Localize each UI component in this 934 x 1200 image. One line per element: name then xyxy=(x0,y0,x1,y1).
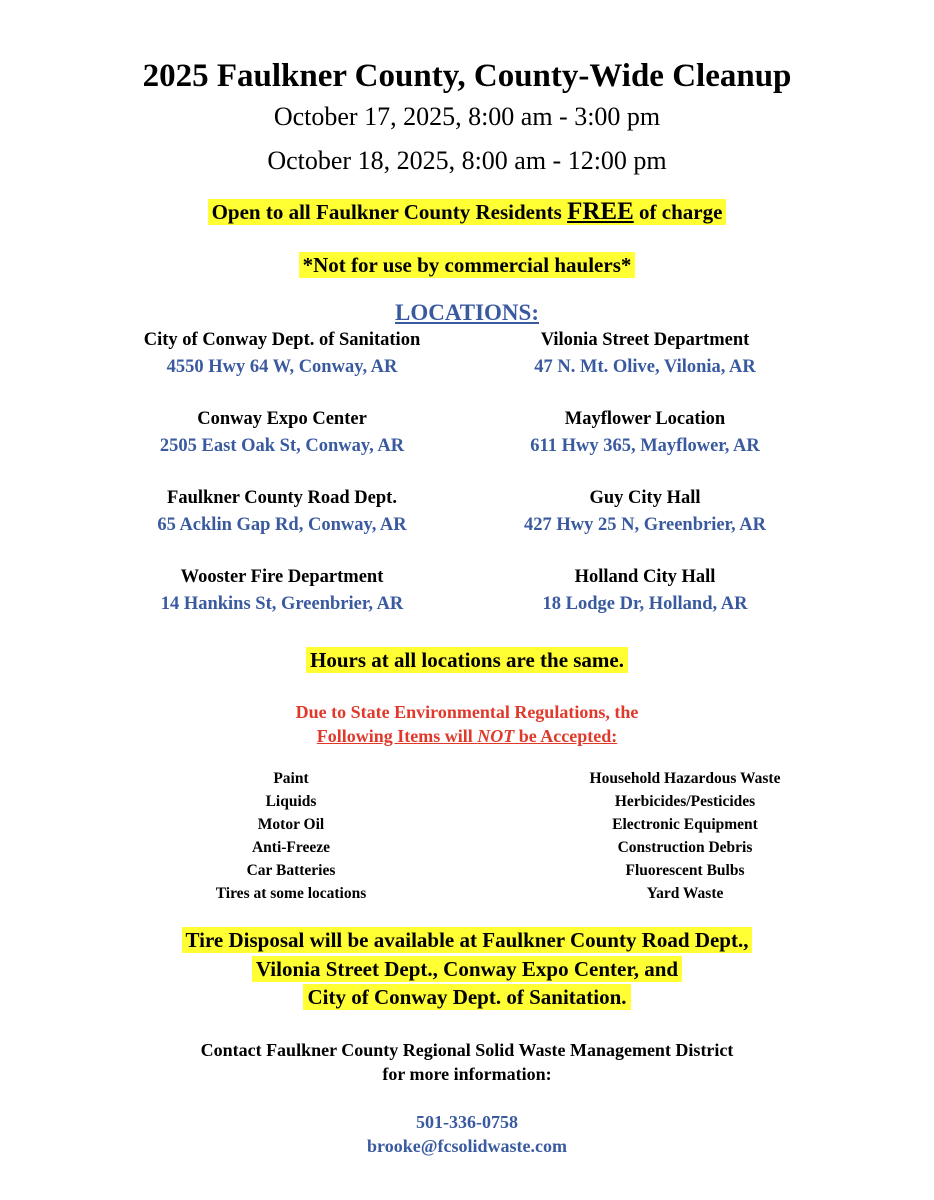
list-item: Fluorescent Bulbs xyxy=(625,862,745,879)
contact-notice xyxy=(0,1038,934,1086)
list-item: Car Batteries xyxy=(246,862,336,879)
tire-notice-line-3: City of Conway Dept. of Sanitation. xyxy=(303,984,630,1010)
not-accepted-list-right xyxy=(535,767,835,905)
tire-notice-line-2: Vilonia Street Dept., Conway Expo Center, and xyxy=(252,956,682,982)
list-item: Yard Waste xyxy=(646,885,724,902)
list-item: Liquids xyxy=(265,793,317,810)
list-item: Motor Oil xyxy=(257,816,325,833)
location-address: 47 N. Mt. Olive, Vilonia, AR xyxy=(534,357,756,377)
list-item: Household Hazardous Waste xyxy=(589,770,781,787)
free-emphasis: FREE xyxy=(567,198,634,225)
location-address: 18 Lodge Dr, Holland, AR xyxy=(542,594,748,614)
regulations-line-1: Due to State Environmental Regulations, the xyxy=(295,702,639,722)
tire-notice-line-1: Tire Disposal will be available at Faulkner County Road Dept., xyxy=(182,927,753,953)
list-item: Paint xyxy=(273,770,309,787)
location-address: 427 Hwy 25 N, Greenbrier, AR xyxy=(523,515,767,535)
contact-line-1: Contact Faulkner County Regional Solid Waste Management District xyxy=(200,1040,734,1060)
location-item xyxy=(425,327,865,380)
hours-notice-text: Hours at all locations are the same. xyxy=(306,647,628,673)
hours-notice xyxy=(0,648,934,673)
list-item: Construction Debris xyxy=(617,839,753,856)
regulations-line-2-after: be Accepted: xyxy=(514,726,618,746)
location-name: Mayflower Location xyxy=(564,409,726,429)
location-address: 14 Hankins St, Greenbrier, AR xyxy=(160,594,404,614)
location-address: 611 Hwy 365, Mayflower, AR xyxy=(530,436,760,456)
location-name: Conway Expo Center xyxy=(197,409,367,429)
open-notice-before: Open to all Faulkner County Residents xyxy=(211,200,568,224)
list-item: Tires at some locations xyxy=(215,885,367,902)
regulations-line-2 xyxy=(0,724,934,748)
list-item: Electronic Equipment xyxy=(612,816,758,833)
not-emphasis: NOT xyxy=(477,726,515,746)
phone-number: 501-336-0758 xyxy=(416,1112,518,1132)
contact-line-2: for more information: xyxy=(382,1064,552,1084)
location-item xyxy=(425,564,865,617)
location-address: 2505 East Oak St, Conway, AR xyxy=(159,436,405,456)
location-item xyxy=(425,406,865,459)
open-notice xyxy=(0,198,934,226)
commercial-notice xyxy=(0,253,934,278)
location-name: Guy City Hall xyxy=(589,488,701,508)
location-name: Holland City Hall xyxy=(574,567,716,587)
location-address: 65 Acklin Gap Rd, Conway, AR xyxy=(157,515,407,535)
commercial-notice-text: *Not for use by commercial haulers* xyxy=(299,252,636,278)
regulations-line-2-before: Following Items will xyxy=(316,726,478,746)
list-item: Anti-Freeze xyxy=(251,839,331,856)
tire-disposal-notice xyxy=(0,926,934,1012)
locations-heading: LOCATIONS: xyxy=(395,300,539,325)
contact-details xyxy=(0,1110,934,1158)
open-notice-after: of charge xyxy=(633,200,723,224)
regulations-notice xyxy=(0,700,934,748)
location-name: Vilonia Street Department xyxy=(540,330,750,350)
location-name: City of Conway Dept. of Sanitation xyxy=(143,330,421,350)
date-line-1: October 17, 2025, 8:00 am - 3:00 pm xyxy=(273,102,661,131)
not-accepted-list-left xyxy=(141,767,441,905)
email-address: brooke@fcsolidwaste.com xyxy=(367,1136,567,1156)
list-item: Herbicides/Pesticides xyxy=(614,793,756,810)
location-address: 4550 Hwy 64 W, Conway, AR xyxy=(166,357,398,377)
date-line-2: October 18, 2025, 8:00 am - 12:00 pm xyxy=(267,146,667,175)
location-name: Faulkner County Road Dept. xyxy=(167,488,397,508)
flyer-title: 2025 Faulkner County, County-Wide Cleanup xyxy=(142,58,792,94)
location-name: Wooster Fire Department xyxy=(180,567,384,587)
location-item xyxy=(425,485,865,538)
